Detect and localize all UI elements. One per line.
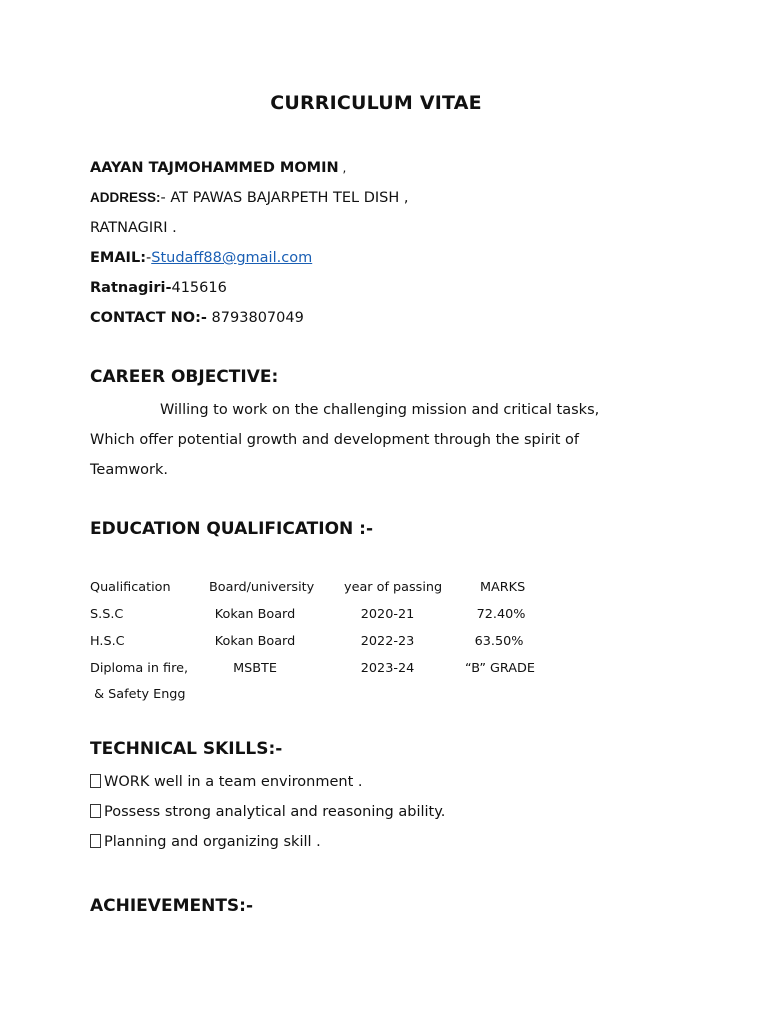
contact-line (90, 308, 304, 328)
address-line (90, 188, 408, 208)
career-objective-heading: CAREER OBJECTIVE: (90, 367, 279, 387)
cell-marks: “B” GRADE (465, 661, 535, 676)
pin-value: 415616 (171, 280, 227, 296)
cell-qualification: Diploma in fire, (90, 661, 189, 676)
name-line (90, 158, 346, 178)
cell-board: Kokan Board (214, 634, 296, 649)
document-title: CURRICULUM VITAE (270, 92, 482, 114)
cell-marks: 63.50% (474, 634, 524, 649)
candidate-name: AAYAN TAJMOHAMMED MOMIN (90, 160, 339, 176)
header-qualification: Qualification (90, 580, 171, 595)
pin-label: Ratnagiri- (90, 280, 172, 296)
pin-line (90, 278, 227, 298)
cell-board: MSBTE (233, 661, 277, 676)
contact-label: CONTACT NO:- (90, 310, 207, 326)
skill-text: Planning and organizing skill . (104, 834, 321, 850)
list-item (90, 832, 321, 852)
header-marks: MARKS (480, 580, 526, 595)
missing-glyph-bullet-icon (90, 774, 101, 788)
cell-board: Kokan Board (214, 607, 296, 622)
cell-qualification-continuation: & Safety Engg (90, 687, 186, 702)
missing-glyph-bullet-icon (90, 834, 101, 848)
address-value: - AT PAWAS BAJARPETH TEL DISH , (160, 190, 409, 206)
header-year: year of passing (344, 580, 443, 595)
contact-value: 8793807049 (206, 310, 304, 326)
cell-year: 2020-21 (360, 607, 415, 622)
missing-glyph-bullet-icon (90, 804, 101, 818)
education-heading: EDUCATION QUALIFICATION :- (90, 519, 374, 539)
cell-qualification: S.S.C (90, 607, 124, 622)
email-line (90, 248, 312, 268)
skill-text: Possess strong analytical and reasoning ability. (104, 804, 446, 820)
cell-qualification: H.S.C (90, 634, 125, 649)
email-dash: - (146, 250, 152, 266)
list-item (90, 802, 445, 822)
achievements-heading: ACHIEVEMENTS:- (90, 896, 254, 916)
header-board: Board/university (209, 580, 315, 595)
cell-year: 2023-24 (360, 661, 415, 676)
technical-skills-heading: TECHNICAL SKILLS:- (90, 739, 283, 759)
career-objective-line-2: Which offer potential growth and development through the spirit of (90, 432, 580, 448)
skill-text: WORK well in a team environment . (104, 774, 363, 790)
cell-marks: 72.40% (476, 607, 526, 622)
address-line-2: RATNAGIRI . (90, 220, 177, 236)
career-objective-line-3: Teamwork. (90, 462, 169, 478)
email-label: EMAIL: (90, 250, 146, 266)
address-label: ADDRESS: (90, 190, 161, 205)
cell-year: 2022-23 (360, 634, 415, 649)
career-objective-line-1: Willing to work on the challenging mission and critical tasks, (160, 402, 600, 418)
list-item (90, 772, 363, 792)
email-link[interactable]: Studaff88@gmail.com (151, 250, 313, 266)
name-suffix: , (338, 161, 347, 175)
